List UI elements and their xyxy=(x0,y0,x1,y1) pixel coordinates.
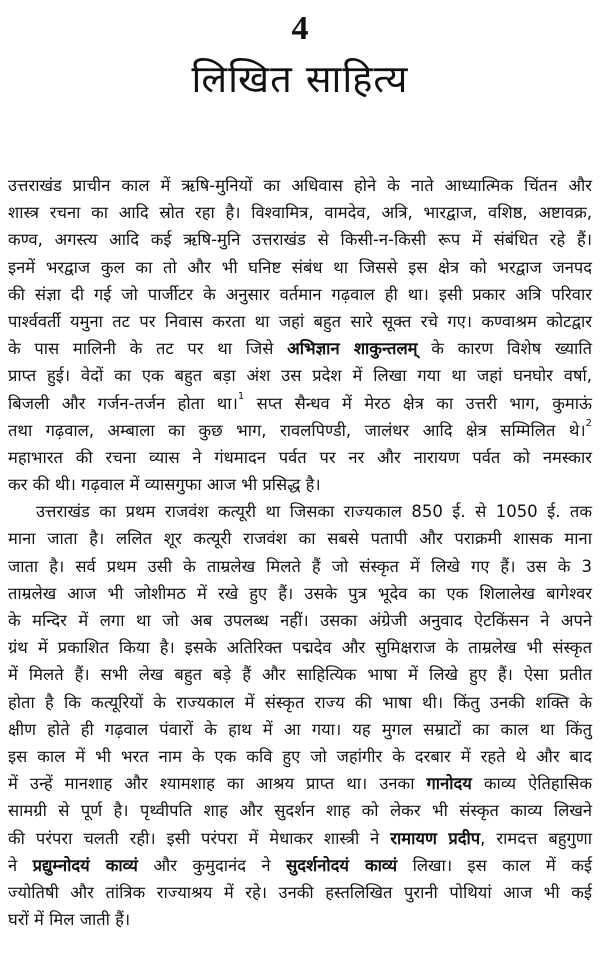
text-segment: होता है कि कत्यूरियों के राज्यकाल में संस्कृत राज्य की भाषा थी। किंतु उनकी शक्ति के xyxy=(8,692,592,712)
text-segment: और कुमुदानंद ने xyxy=(137,855,287,875)
footnote-ref: 2 xyxy=(585,417,592,429)
text-line xyxy=(8,525,592,552)
text-line xyxy=(8,390,592,417)
text-line xyxy=(8,770,592,797)
text-line xyxy=(8,825,592,852)
text-line xyxy=(8,199,592,226)
text-segment: लिखा। इस काल में कई xyxy=(397,855,592,875)
text-segment: में मिलते हैं। सभी लेख बहुत बड़े हैं और साहित्यिक भाषा में लिखे हुए हैं। ऐसा प्रतीत xyxy=(8,665,592,685)
text-segment: जाता है। सर्व प्रथम उसी के ताम्रलेख मिलते हैं जो संस्कृत में लिखे गए हैं। उस के 3 xyxy=(8,556,592,576)
bold-title: अभिज्ञान शाकुन्तलम् xyxy=(287,339,418,359)
text-line xyxy=(8,553,592,580)
text-segment: के पास मालिनी के तट पर था जिसे xyxy=(8,339,288,359)
text-line xyxy=(8,906,592,933)
text-segment: तथा गढ़वाल, अम्बाला का कुछ भाग, रावलपिण्डी, जालंधर आदि क्षेत्र सम्मिलित थे। xyxy=(8,420,586,440)
text-segment: बिजली और गर्जन-तर्जन होता था। xyxy=(8,393,238,413)
text-line xyxy=(8,689,592,716)
text-line xyxy=(8,308,592,335)
text-line xyxy=(8,743,592,770)
text-segment: ज्योतिषी और तांत्रिक राज्याश्रय में रहे। उनकी हस्तलिखित पुरानी पोथियां आज भी कई xyxy=(8,882,592,902)
text-line xyxy=(8,879,592,906)
text-segment: इस काल में भी भरत नाम के एक कवि हुए जो जहांगीर के दरबार में रहते थे और बाद xyxy=(8,746,592,766)
text-line xyxy=(8,852,592,879)
text-line xyxy=(8,172,592,199)
text-line xyxy=(8,281,592,308)
text-line xyxy=(8,362,592,389)
text-segment: कण्व, अगस्त्य आदि कई ऋषि-मुनि उत्तराखंड से किसी-न-किसी रूप में संबंधित रहे हैं। xyxy=(8,230,592,250)
bold-title: प्रद्युम्नोदयं काव्यं xyxy=(32,855,138,875)
text-line xyxy=(8,607,592,634)
text-segment: शास्त्र रचना का आदि स्रोत रहा है। विश्वामित्र, वामदेव, अत्रि, भारद्वाज, वशिष्ठ, अष्टावक्र, xyxy=(8,203,592,223)
text-segment: ने xyxy=(8,855,33,875)
text-segment: क्षीण होते ही गढ़वाल पंवारों के हाथ में आ गया। यह मुगल सम्राटों का काल था किंतु xyxy=(8,719,592,739)
body-text xyxy=(8,172,592,933)
text-line xyxy=(8,335,592,362)
text-segment: काव्य ऐतिहासिक xyxy=(471,774,593,794)
chapter-title: लिखित साहित्य xyxy=(191,57,409,101)
text-line xyxy=(8,226,592,253)
text-segment: इनमें भरद्वाज कुल का तो और भी घनिष्ट संबंध था जिससे इस क्षेत्र को भरद्वाज जनपद xyxy=(8,257,592,277)
text-segment: उत्तराखंड का प्रथम राजवंश कत्यूरी था जिसका राज्यकाल 850 ई. से 1050 ई. तक xyxy=(36,502,592,522)
text-line xyxy=(8,444,592,471)
text-segment: प्राप्त हुई। वेदों का एक बहुत बड़ा अंश उस प्रदेश में लिखा गया था जहां घनघोर वर्षा, xyxy=(8,366,592,386)
bold-title: रामायण प्रदीप xyxy=(390,828,481,848)
text-segment: ग्रंथ में प्रकाशित किया है। इसके अतिरिक्त पद्मदेव और सुमिक्षराज के ताम्रलेख भी संस्कृत xyxy=(8,638,592,658)
text-segment: के मन्दिर में लगा था जो अब उपलब्ध नहीं। उसका अंग्रेजी अनुवाद ऐटकिंसन ने अपने xyxy=(8,611,592,630)
text-segment: माना जाता है। ललित शूर कत्यूरी राजवंश का सबसे पतापी और पराक्रमी शासक माना xyxy=(8,529,592,549)
text-line xyxy=(8,716,592,743)
text-segment: की संज्ञा दी गई जो पार्जीटर के अनुसार वर्तमान गढ़वाल ही था। इसी प्रकार अत्रि परिवार xyxy=(8,284,592,304)
text-segment: महाभारत की रचना व्यास ने गंधमादन पर्वत पर नर और नारायण पर्वत को नमस्कार xyxy=(8,447,592,467)
text-line xyxy=(8,634,592,661)
bold-title: गानोदय xyxy=(426,774,472,794)
text-line xyxy=(8,471,592,498)
text-line xyxy=(8,580,592,607)
text-line xyxy=(8,498,592,525)
text-segment: सामग्री से पूर्ण है। पृथ्वीपति शाह और सुदर्शन शाह को लेकर भी संस्कृत काव्य लिखने xyxy=(8,801,592,821)
text-segment: पार्श्ववर्ती यमुना तट पर निवास करता था जहां बहुत सारे सूक्त रचे गए। कण्वाश्रम कोटद्वार xyxy=(8,311,592,331)
text-segment: , रामदत्त बहुगुणा xyxy=(480,828,593,848)
footnote-ref: 1 xyxy=(237,390,245,402)
text-segment: के कारण विशेष ख्याति xyxy=(417,339,593,359)
chapter-number: 4 xyxy=(291,10,309,47)
text-segment: कर की थी। गढ़वाल में व्यासगुफा आज भी प्रसिद्ध है। xyxy=(8,475,321,495)
text-segment: घरों में मिल जाती हैं। xyxy=(8,910,131,930)
text-line xyxy=(8,797,592,824)
text-line xyxy=(8,661,592,688)
bold-title: सुदर्शनोदयं काव्यं xyxy=(286,855,398,875)
text-segment: की परंपरा चलती रही। इसी परंपरा में मेधाकर शास्त्री ने xyxy=(8,828,391,848)
text-segment: उत्तराखंड प्राचीन काल में ऋषि-मुनियों का अधिवास होने के नाते आध्यात्मिक चिंतन और xyxy=(8,176,592,195)
text-segment: में उन्हें मानशाह और श्यामशाह का आश्रय प्राप्त था। उनका xyxy=(8,774,427,794)
text-line xyxy=(8,417,592,444)
text-segment: सप्त सैन्धव में मेरठ क्षेत्र का उत्तरी भाग, कुमाऊं xyxy=(244,393,592,413)
text-line xyxy=(8,254,592,281)
text-segment: ताम्रलेख आज भी जोशीमठ में रखे हुए हैं। उसके पुत्र भूदेव का एक शिलालेख बागेश्वर xyxy=(8,583,592,603)
